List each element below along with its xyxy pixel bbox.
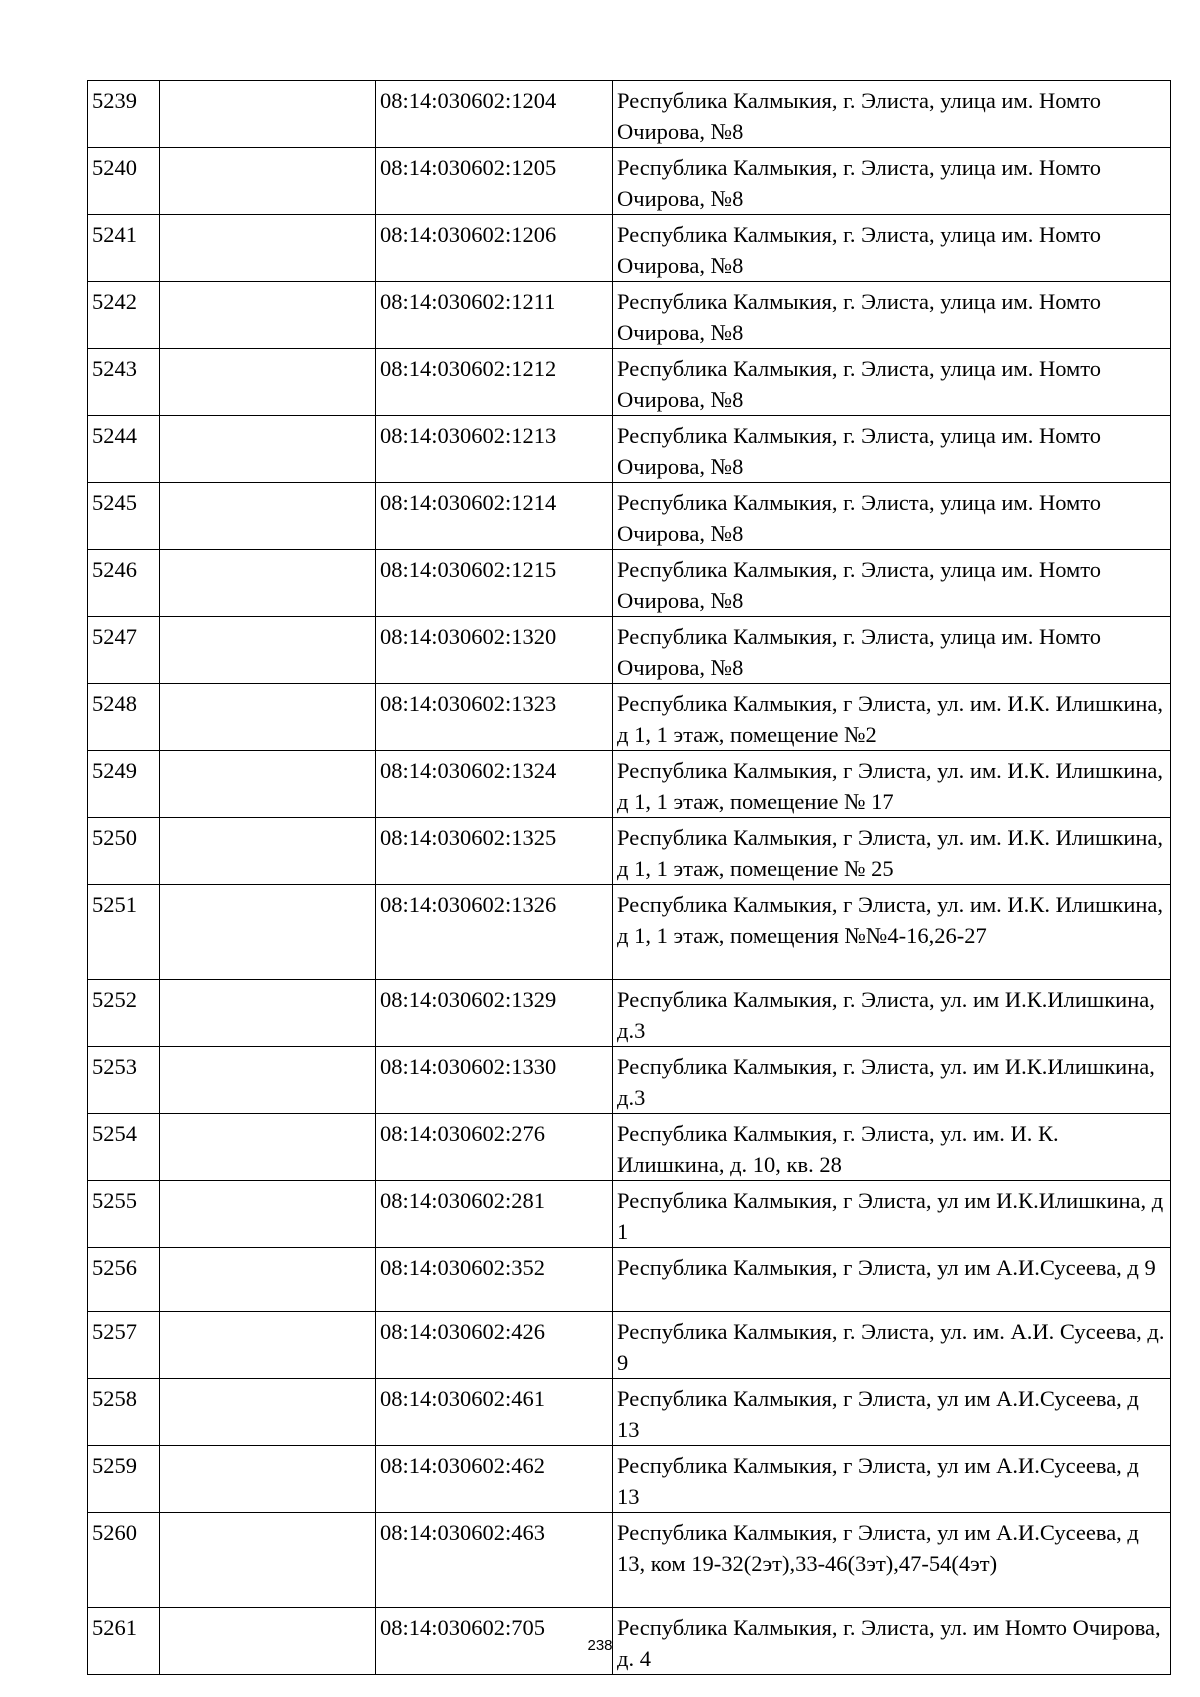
table-row [88,215,1171,282]
row-number-cell: 5241 [88,215,160,282]
table-row [88,1513,1171,1608]
address-cell: Республика Калмыкия, г. Элиста, улица им. Номто Очирова, №8 [613,349,1171,416]
table-row [88,483,1171,550]
cadastral-number-cell: 08:14:030602:276 [376,1114,613,1181]
table-row [88,1047,1171,1114]
address-cell: Республика Калмыкия, г. Элиста, улица им. Номто Очирова, №8 [613,617,1171,684]
row-number-cell: 5240 [88,148,160,215]
row-number-cell: 5251 [88,885,160,980]
address-cell: Республика Калмыкия, г. Элиста, улица им. Номто Очирова, №8 [613,215,1171,282]
empty-cell [160,1181,376,1248]
cadastral-number-cell: 08:14:030602:281 [376,1181,613,1248]
table-row [88,1114,1171,1181]
empty-cell [160,617,376,684]
row-number-cell: 5255 [88,1181,160,1248]
empty-cell [160,81,376,148]
cadastral-number-cell: 08:14:030602:705 [376,1608,613,1675]
row-number-cell: 5254 [88,1114,160,1181]
empty-cell [160,148,376,215]
table-row [88,349,1171,416]
table-row [88,980,1171,1047]
cadastral-number-cell: 08:14:030602:1211 [376,282,613,349]
address-cell: Республика Калмыкия, г Элиста, ул. им. И.К. Илишкина, д 1, 1 этаж, помещение № 17 [613,751,1171,818]
row-number-cell: 5247 [88,617,160,684]
row-number-cell: 5246 [88,550,160,617]
address-cell: Республика Калмыкия, г. Элиста, ул. им И.К.Илишкина, д.3 [613,1047,1171,1114]
empty-cell [160,1047,376,1114]
empty-cell [160,1446,376,1513]
cadastral-number-cell: 08:14:030602:1324 [376,751,613,818]
address-cell: Республика Калмыкия, г. Элиста, улица им. Номто Очирова, №8 [613,550,1171,617]
table-row [88,1446,1171,1513]
cadastral-number-cell: 08:14:030602:1329 [376,980,613,1047]
address-cell: Республика Калмыкия, г Элиста, ул им А.И.Сусеева, д 13 [613,1379,1171,1446]
address-cell: Республика Калмыкия, г Элиста, ул им И.К.Илишкина, д 1 [613,1181,1171,1248]
address-cell: Республика Калмыкия, г Элиста, ул им А.И.Сусеева, д 13, ком 19-32(2эт),33-46(3эт),47-54(4эт) [613,1513,1171,1608]
empty-cell [160,215,376,282]
cadastral-number-cell: 08:14:030602:1205 [376,148,613,215]
cadastral-number-cell: 08:14:030602:426 [376,1312,613,1379]
row-number-cell: 5260 [88,1513,160,1608]
table-row [88,416,1171,483]
cadastral-number-cell: 08:14:030602:1325 [376,818,613,885]
cadastral-number-cell: 08:14:030602:1215 [376,550,613,617]
cadastral-number-cell: 08:14:030602:1213 [376,416,613,483]
address-cell: Республика Калмыкия, г. Элиста, ул. им. И. К. Илишкина, д. 10, кв. 28 [613,1114,1171,1181]
table-row [88,818,1171,885]
address-cell: Республика Калмыкия, г. Элиста, улица им. Номто Очирова, №8 [613,416,1171,483]
cadastral-number-cell: 08:14:030602:1326 [376,885,613,980]
address-cell: Республика Калмыкия, г Элиста, ул им А.И.Сусеева, д 13 [613,1446,1171,1513]
table-row [88,1379,1171,1446]
empty-cell [160,1114,376,1181]
registry-table [87,80,1171,1675]
empty-cell [160,1312,376,1379]
row-number-cell: 5245 [88,483,160,550]
row-number-cell: 5252 [88,980,160,1047]
address-cell: Республика Калмыкия, г. Элиста, улица им. Номто Очирова, №8 [613,483,1171,550]
table-row [88,1248,1171,1312]
row-number-cell: 5242 [88,282,160,349]
table-row [88,1181,1171,1248]
address-cell: Республика Калмыкия, г Элиста, ул. им. И.К. Илишкина, д 1, 1 этаж, помещения №№4-16,26-27 [613,885,1171,980]
registry-table-body [88,81,1171,1675]
cadastral-number-cell: 08:14:030602:1320 [376,617,613,684]
row-number-cell: 5259 [88,1446,160,1513]
cadastral-number-cell: 08:14:030602:1206 [376,215,613,282]
cadastral-number-cell: 08:14:030602:462 [376,1446,613,1513]
address-cell: Республика Калмыкия, г Элиста, ул. им. И.К. Илишкина, д 1, 1 этаж, помещение № 25 [613,818,1171,885]
address-cell: Республика Калмыкия, г Элиста, ул. им. И.К. Илишкина, д 1, 1 этаж, помещение №2 [613,684,1171,751]
table-row [88,684,1171,751]
row-number-cell: 5256 [88,1248,160,1312]
address-cell: Республика Калмыкия, г. Элиста, ул. им. А.И. Сусеева, д. 9 [613,1312,1171,1379]
cadastral-number-cell: 08:14:030602:1323 [376,684,613,751]
row-number-cell: 5258 [88,1379,160,1446]
address-cell: Республика Калмыкия, г. Элиста, ул. им И.К.Илишкина, д.3 [613,980,1171,1047]
table-row [88,1312,1171,1379]
cadastral-number-cell: 08:14:030602:352 [376,1248,613,1312]
row-number-cell: 5248 [88,684,160,751]
row-number-cell: 5249 [88,751,160,818]
empty-cell [160,885,376,980]
cadastral-number-cell: 08:14:030602:1330 [376,1047,613,1114]
row-number-cell: 5257 [88,1312,160,1379]
empty-cell [160,550,376,617]
row-number-cell: 5250 [88,818,160,885]
row-number-cell: 5239 [88,81,160,148]
row-number-cell: 5253 [88,1047,160,1114]
empty-cell [160,1513,376,1608]
table-row [88,617,1171,684]
row-number-cell: 5244 [88,416,160,483]
table-row [88,148,1171,215]
empty-cell [160,684,376,751]
address-cell: Республика Калмыкия, г. Элиста, улица им. Номто Очирова, №8 [613,148,1171,215]
table-row [88,81,1171,148]
address-cell: Республика Калмыкия, г. Элиста, улица им. Номто Очирова, №8 [613,81,1171,148]
empty-cell [160,416,376,483]
empty-cell [160,1379,376,1446]
empty-cell [160,483,376,550]
empty-cell [160,980,376,1047]
address-cell: Республика Калмыкия, г. Элиста, ул. им Номто Очирова, д. 4 [613,1608,1171,1675]
row-number-cell: 5261 [88,1608,160,1675]
empty-cell [160,751,376,818]
table-row [88,885,1171,980]
empty-cell [160,818,376,885]
cadastral-number-cell: 08:14:030602:1214 [376,483,613,550]
cadastral-number-cell: 08:14:030602:463 [376,1513,613,1608]
table-row [88,282,1171,349]
page-number: 238 [587,1637,613,1654]
cadastral-number-cell: 08:14:030602:1212 [376,349,613,416]
empty-cell [160,1248,376,1312]
table-row [88,751,1171,818]
cadastral-number-cell: 08:14:030602:461 [376,1379,613,1446]
row-number-cell: 5243 [88,349,160,416]
table-row [88,550,1171,617]
address-cell: Республика Калмыкия, г Элиста, ул им А.И.Сусеева, д 9 [613,1248,1171,1312]
address-cell: Республика Калмыкия, г. Элиста, улица им. Номто Очирова, №8 [613,282,1171,349]
empty-cell [160,282,376,349]
empty-cell [160,349,376,416]
cadastral-number-cell: 08:14:030602:1204 [376,81,613,148]
